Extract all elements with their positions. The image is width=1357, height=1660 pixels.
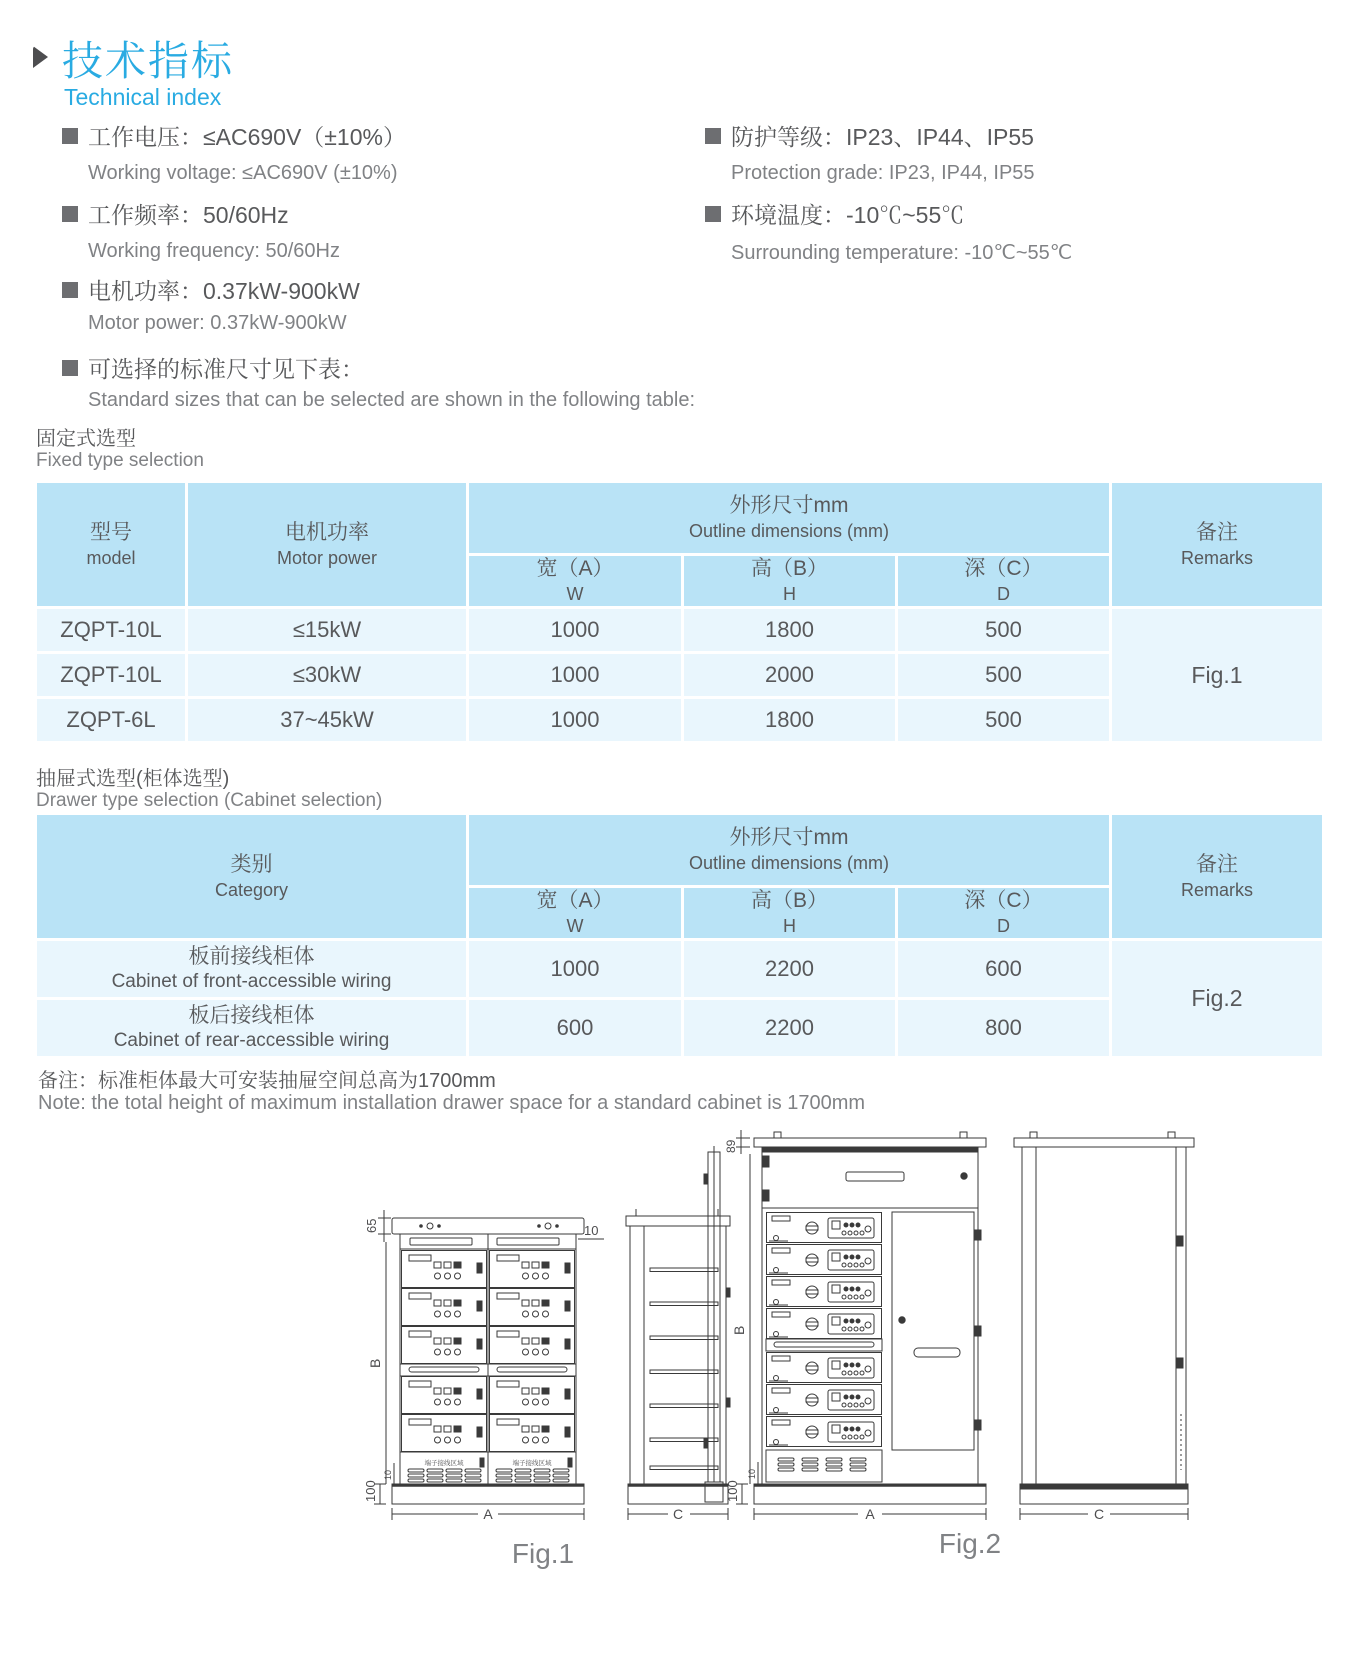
fig1-dim-vent-height: 10 [383,1469,393,1480]
fig1-terminal-area-label: 端子接线区域 [424,1460,464,1467]
header-label-zh: 备注 [1196,852,1238,876]
cell-remark-fig2: Fig.2 [1112,941,1322,1056]
spec-text: 工作电压：≤AC690V（±10%） [88,124,406,150]
fig2-door-profile [704,1146,723,1502]
fixed-table-section-title-zh: 固定式选型 [36,428,136,450]
col-header-model [37,483,185,606]
table-note-en: Note: the total height of maximum installation drawer space for a standard cabinet is 1700mm [38,1092,866,1114]
spec-surrounding-temperature-zh [705,197,964,230]
spec-motor-power-zh [62,273,360,306]
spec-text: 工作频率：50/60Hz [88,202,289,228]
square-bullet-icon [62,128,78,144]
fig1-caption: Fig.1 [511,1538,575,1569]
header-label-en: D [997,916,1010,937]
col-header-width [469,556,681,606]
cell-height: 2000 [684,654,895,696]
header-label-en: model [86,547,136,568]
header-label-zh: 类别 [230,852,273,876]
fig2-caption: Fig.2 [938,1528,1002,1559]
fig1-dim-top-offset: 10 [584,1223,599,1238]
cell-power: ≤15kW [188,609,466,651]
cell-depth: 600 [898,941,1109,997]
col-header-category [37,815,466,938]
spec-protection-grade-en: Protection grade: IP23, IP44, IP55 [731,162,1035,184]
col-header-width [469,888,681,938]
header-label-zh: 深（C） [964,557,1043,581]
cell-power: ≤30kW [188,654,466,696]
fig2-front-view [724,1130,986,1522]
spec-text: 防护等级：IP23、IP44、IP55 [731,124,1034,150]
fig2-side-view [1014,1132,1194,1522]
spec-working-voltage-zh [62,119,406,152]
section-arrow-icon [33,46,48,68]
fig2-dim-width: A [865,1506,875,1522]
spec-surrounding-temperature-en: Surrounding temperature: -10℃~55℃ [731,242,1073,264]
col-header-depth [898,556,1109,606]
cell-depth: 500 [898,609,1109,651]
cell-category [37,1000,466,1056]
spec-working-voltage-en: Working voltage: ≤AC690V (±10%) [88,162,398,184]
header-label-zh: 电机功率 [285,520,369,544]
col-header-remarks [1112,815,1322,938]
fig2-dim-body-height: B [731,1325,747,1335]
header-label-zh: 高（B） [750,557,828,581]
cell-depth: 800 [898,1000,1109,1056]
header-label-en: W [566,584,584,605]
category-en: Cabinet of front-accessible wiring [111,971,392,993]
square-bullet-icon [705,128,721,144]
fig2-dim-depth: C [1093,1506,1105,1522]
fig1-dim-cap-height: 65 [364,1218,379,1233]
header-label-en: Motor power [276,547,378,568]
spec-text: 环境温度：-10℃~55℃ [731,202,965,228]
header-label-en: D [997,584,1010,605]
fig2-dim-base-height: 100 [725,1480,740,1502]
cell-remark-fig1: Fig.1 [1112,609,1322,741]
fig2-dim-cap-height: 89 [724,1139,738,1153]
cabinet-drawings-svg [330,1118,1210,1588]
cell-width: 1000 [469,654,681,696]
header-label-en: W [566,916,584,937]
square-bullet-icon [705,206,721,222]
spec-text: 可选择的标准尺寸见下表： [88,356,364,382]
cell-model: ZQPT-10L [37,654,185,696]
col-header-height [684,888,895,938]
header-label-en: Remarks [1180,879,1253,900]
drawer-table-section-title-en: Drawer type selection (Cabinet selection) [36,790,383,811]
header-label-en: H [783,584,796,605]
cell-category [37,941,466,997]
category-zh: 板后接线柜体 [188,1004,315,1027]
category-en: Cabinet of rear-accessible wiring [113,1030,390,1052]
cell-width: 1000 [469,941,681,997]
header-label-en: Category [214,879,289,900]
category-zh: 板前接线柜体 [188,945,315,968]
technical-drawings [330,1118,1210,1588]
cell-width: 1000 [469,609,681,651]
cell-height: 2200 [684,941,895,997]
col-header-remarks [1112,483,1322,606]
spec-text: 电机功率：0.37kW-900kW [88,278,360,304]
square-bullet-icon [62,282,78,298]
cell-depth: 500 [898,654,1109,696]
header-label-en: Outline dimensions (mm) [688,521,890,542]
fig1-dim-base-height: 100 [363,1480,378,1502]
spec-protection-grade-zh [705,119,1034,152]
header-label-en: H [783,916,796,937]
cell-width: 1000 [469,699,681,741]
spec-table-intro-en: Standard sizes that can be selected are shown in the following table: [88,389,696,411]
square-bullet-icon [62,206,78,222]
cell-height: 2200 [684,1000,895,1056]
col-header-height [684,556,895,606]
square-bullet-icon [62,360,78,376]
cell-height: 1800 [684,699,895,741]
header-label-zh: 宽（A） [536,889,614,913]
header-label-zh: 宽（A） [536,557,614,581]
cell-depth: 500 [898,699,1109,741]
header-label-zh: 高（B） [750,889,828,913]
spec-working-frequency-en: Working frequency: 50/60Hz [88,240,340,262]
drawer-type-table [37,815,1322,1056]
page-subtitle: Technical index [64,84,222,110]
header-label-en: Outline dimensions (mm) [688,853,890,874]
col-header-depth [898,888,1109,938]
page-title: 技术指标 [62,38,234,84]
header-label-zh: 外形尺寸mm [729,826,849,850]
col-header-outline-dimensions [469,483,1109,553]
cell-model: ZQPT-6L [37,699,185,741]
fig1-dim-width: A [483,1506,493,1522]
table-note-zh: 备注：标准柜体最大可安装抽屉空间总高为1700mm [38,1070,496,1092]
header-label-zh: 备注 [1196,520,1238,544]
spec-motor-power-en: Motor power: 0.37kW-900kW [88,312,347,334]
header-label-zh: 深（C） [964,889,1043,913]
cell-height: 1800 [684,609,895,651]
col-header-outline-dimensions [469,815,1109,885]
fixed-type-table [37,483,1322,741]
col-header-motor-power [188,483,466,606]
spec-working-frequency-zh [62,197,289,230]
drawer-table-section-title-zh: 抽屉式选型(柜体选型) [36,768,230,790]
fig1-dim-body-height: B [367,1358,383,1368]
cell-model: ZQPT-10L [37,609,185,651]
fixed-table-section-title-en: Fixed type selection [36,450,204,471]
fig1-front-view [363,1210,604,1522]
header-label-zh: 型号 [90,520,132,544]
cell-power: 37~45kW [188,699,466,741]
spec-table-intro-zh [62,351,364,384]
fig1-terminal-area-label: 端子接线区域 [512,1460,552,1467]
header-label-en: Remarks [1180,547,1253,568]
cell-width: 600 [469,1000,681,1056]
fig2-dim-vent-height: 10 [747,1468,757,1479]
header-label-zh: 外形尺寸mm [729,494,849,518]
fig1-dim-depth: C [672,1506,684,1522]
